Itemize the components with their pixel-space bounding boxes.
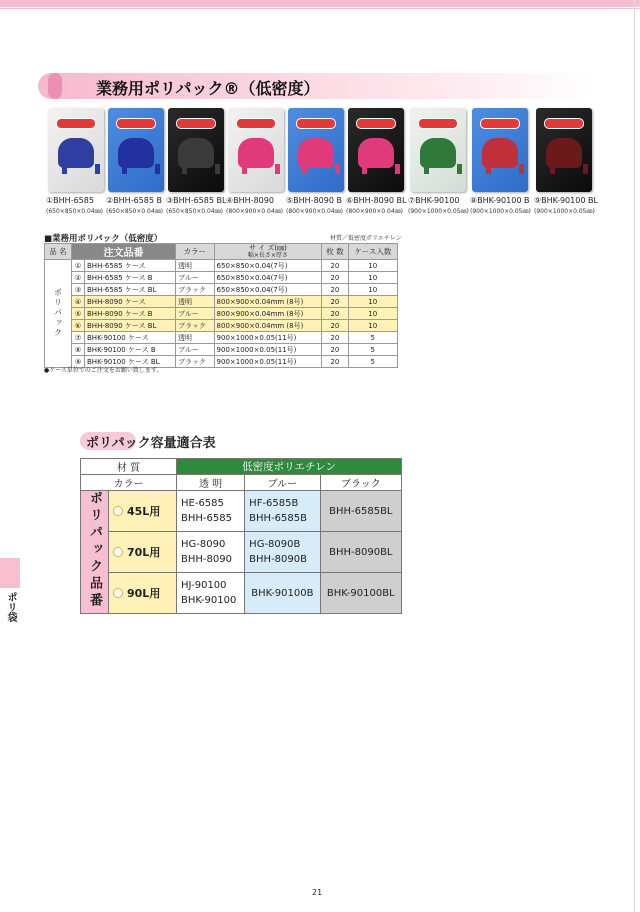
product-name: ⑤BHH-8090 B [286, 196, 342, 205]
bag-image-black [536, 108, 592, 192]
color-cell: ブラック [175, 356, 214, 368]
header-case: ケース入数 [348, 244, 397, 260]
header-hinmei: 品 名 [45, 244, 72, 260]
order-code: BHK-90100 ケース B [85, 344, 176, 356]
case-cell: 10 [348, 272, 397, 284]
table-row [45, 308, 398, 320]
product-size: (800×900×0.04㎜) [286, 208, 344, 215]
order-code: BHH-6585 ケース BL [85, 284, 176, 296]
row-number: ⑧ [72, 344, 85, 356]
bag-image-blue [288, 108, 344, 192]
order-code: BHH-8090 ケース BL [85, 320, 176, 332]
capacity-cell: 45L用 [109, 491, 177, 532]
bag-image-clear [228, 108, 284, 192]
order-code: BHH-6585 ケース B [85, 272, 176, 284]
product-name: ⑧BHK-90100 B [470, 196, 530, 205]
table-row [81, 491, 402, 532]
product-name: ④BHH-8090 [226, 196, 274, 205]
count-cell: 20 [322, 284, 348, 296]
product-size: (900×1000×0.05㎜) [534, 208, 595, 215]
compat-title: ポリパック容量適合表 [86, 436, 216, 451]
product-size: (800×900×0.04㎜) [226, 208, 284, 215]
count-cell: 20 [322, 344, 348, 356]
bag-image-black [348, 108, 404, 192]
spec-table-caption: ■業務用ポリパック（低密度） [44, 234, 163, 244]
count-cell: 20 [322, 260, 348, 272]
product-name: ⑨BHK-90100 BL [534, 196, 598, 205]
table-row [45, 284, 398, 296]
material-value: 低密度ポリエチレン [177, 459, 402, 475]
size-cell: 900×1000×0.05(11号) [214, 344, 322, 356]
blue-cell: HF-6585B BHH-6585B [245, 491, 320, 532]
row-number: ⑤ [72, 308, 85, 320]
spec-table [44, 243, 398, 368]
color-label: カラー [81, 475, 177, 491]
color-cell: 透明 [175, 296, 214, 308]
section-title: 業務用ポリパック®（低密度） [96, 79, 320, 98]
header-size-main: サ イ ズ(㎜) [248, 243, 287, 252]
order-code: BHK-90100 ケース BL [85, 356, 176, 368]
table-row [45, 260, 398, 272]
color-cell: ブラック [175, 284, 214, 296]
dot-icon [113, 506, 123, 516]
bag-image-black [168, 108, 224, 192]
blue-cell: BHK-90100B [245, 573, 320, 614]
color-cell: ブラック [175, 320, 214, 332]
header-color: カラー [175, 244, 214, 260]
col-blue: ブルー [245, 475, 320, 491]
side-label: ポリパック品番 [81, 491, 109, 614]
product-name: ②BHH-6585 B [106, 196, 162, 205]
page-edge [634, 0, 635, 912]
product-item [106, 108, 166, 215]
color-cell: 透明 [175, 260, 214, 272]
blue-cell: HG-8090B BHH-8090B [245, 532, 320, 573]
count-cell: 20 [322, 320, 348, 332]
black-cell: BHK-90100BL [320, 573, 401, 614]
row-number: ③ [72, 284, 85, 296]
table-row [45, 272, 398, 284]
count-cell: 20 [322, 296, 348, 308]
table-row [45, 332, 398, 344]
count-cell: 20 [322, 272, 348, 284]
order-code: BHH-6585 ケース [85, 260, 176, 272]
color-cell: ブルー [175, 308, 214, 320]
product-size: (650×850×0.04㎜) [106, 208, 164, 215]
bag-image-clear [410, 108, 466, 192]
header-count: 枚 数 [322, 244, 348, 260]
product-name: ①BHH-6585 [46, 196, 94, 205]
product-size: (650×850×0.04㎜) [166, 208, 224, 215]
color-cell: ブルー [175, 344, 214, 356]
compat-table [80, 458, 402, 614]
header-size [214, 244, 322, 260]
table-row [45, 320, 398, 332]
material-note: 材質／低密度ポリエチレン [330, 235, 402, 242]
material-label: 材 質 [81, 459, 177, 475]
case-cell: 10 [348, 260, 397, 272]
col-clear: 透 明 [177, 475, 245, 491]
product-name: ⑦BHK-90100 [408, 196, 460, 205]
count-cell: 20 [322, 308, 348, 320]
case-cell: 10 [348, 320, 397, 332]
clear-cell: HG-8090 BHH-8090 [177, 532, 245, 573]
col-black: ブラック [320, 475, 401, 491]
case-cell: 10 [348, 284, 397, 296]
table-row [81, 532, 402, 573]
case-cell: 10 [348, 296, 397, 308]
table-row [45, 296, 398, 308]
color-cell: 透明 [175, 332, 214, 344]
size-cell: 900×1000×0.05(11号) [214, 356, 322, 368]
product-item [470, 108, 530, 215]
product-item [226, 108, 286, 215]
clear-cell: HJ-90100 BHK-90100 [177, 573, 245, 614]
bag-image-blue [108, 108, 164, 192]
size-cell: 650×850×0.04(7号) [214, 284, 322, 296]
row-number: ④ [72, 296, 85, 308]
clear-cell: HE-6585 BHH-6585 [177, 491, 245, 532]
dot-icon [113, 547, 123, 557]
case-cell: 10 [348, 308, 397, 320]
order-code: BHK-90100 ケース [85, 332, 176, 344]
spec-footnote: ●ケース単位でのご注文をお願い致します。 [44, 367, 163, 374]
bag-image-clear [48, 108, 104, 192]
heading-accent [48, 73, 62, 99]
black-cell: BHH-6585BL [320, 491, 401, 532]
size-cell: 650×850×0.04(7号) [214, 260, 322, 272]
color-cell: ブルー [175, 272, 214, 284]
case-cell: 5 [348, 332, 397, 344]
product-item [534, 108, 598, 215]
row-number: ① [72, 260, 85, 272]
top-line [0, 8, 640, 9]
bag-image-blue [472, 108, 528, 192]
side-label: ポリパック [45, 260, 72, 368]
size-cell: 800×900×0.04mm (8号) [214, 296, 322, 308]
row-number: ② [72, 272, 85, 284]
product-name: ⑥BHH-8090 BL [346, 196, 407, 205]
product-size: (900×1000×0.05㎜) [408, 208, 469, 215]
order-code: BHH-8090 ケース [85, 296, 176, 308]
page-number: 21 [312, 888, 323, 897]
count-cell: 20 [322, 356, 348, 368]
product-item [46, 108, 106, 215]
dot-icon [113, 588, 123, 598]
order-code: BHH-8090 ケース B [85, 308, 176, 320]
size-cell: 800×900×0.04mm (8号) [214, 308, 322, 320]
case-cell: 5 [348, 356, 397, 368]
case-cell: 5 [348, 344, 397, 356]
product-item [166, 108, 226, 215]
table-row [81, 573, 402, 614]
product-size: (650×850×0.04㎜) [46, 208, 104, 215]
row-number: ⑨ [72, 356, 85, 368]
product-item [286, 108, 346, 215]
row-number: ⑥ [72, 320, 85, 332]
product-photo-strip [46, 108, 606, 226]
header-size-sub: 幅×長さ×厚さ [247, 251, 288, 259]
product-item [408, 108, 468, 215]
size-cell: 650×850×0.04(7号) [214, 272, 322, 284]
black-cell: BHH-8090BL [320, 532, 401, 573]
count-cell: 20 [322, 332, 348, 344]
size-cell: 800×900×0.04mm (8号) [214, 320, 322, 332]
product-size: (900×1000×0.05㎜) [470, 208, 531, 215]
size-cell: 900×1000×0.05(11号) [214, 332, 322, 344]
product-size: (800×900×0.04㎜) [346, 208, 404, 215]
section-heading [38, 73, 598, 99]
header-order-no: 注文品番 [72, 244, 176, 260]
row-number: ⑦ [72, 332, 85, 344]
top-stripe [0, 0, 640, 7]
product-name: ③BHH-6585 BL [166, 196, 227, 205]
table-row [45, 344, 398, 356]
capacity-cell: 90L用 [109, 573, 177, 614]
capacity-cell: 70L用 [109, 532, 177, 573]
side-tab-label: ポリ袋 [5, 592, 16, 622]
product-item [346, 108, 406, 215]
compat-heading [80, 430, 230, 452]
side-tab [0, 558, 20, 588]
